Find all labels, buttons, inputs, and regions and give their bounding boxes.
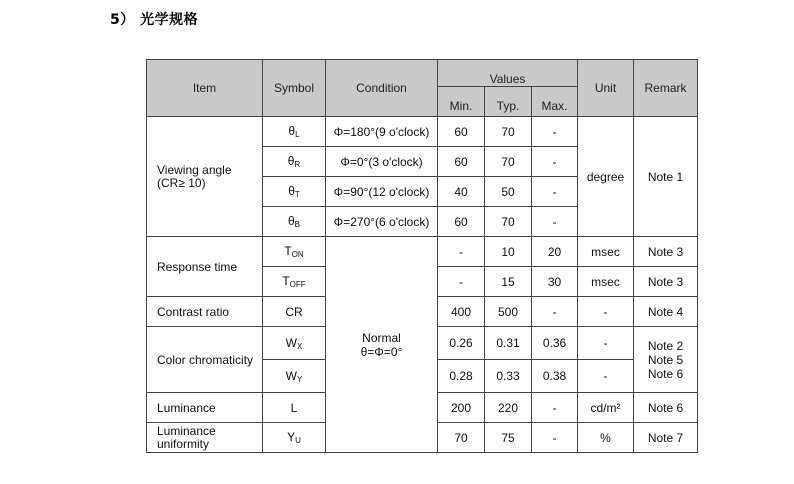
min-cell: 0.26 xyxy=(438,327,485,360)
condition-cell: Φ=90°(12 o'clock) xyxy=(326,177,438,207)
min-cell: 60 xyxy=(438,117,485,147)
header-max: Max. xyxy=(532,87,578,117)
header-symbol: Symbol xyxy=(263,60,326,117)
max-cell: - xyxy=(532,297,578,327)
item-color-chromaticity: Color chromaticity xyxy=(147,327,263,393)
min-cell: 40 xyxy=(438,177,485,207)
condition-cell: Φ=180°(9 o'clock) xyxy=(326,117,438,147)
min-cell: 70 xyxy=(438,423,485,453)
item-luminance: Luminance xyxy=(147,393,263,423)
typ-cell: 500 xyxy=(485,297,532,327)
symbol-theta-r: $\theta_R$ xyxy=(263,147,326,177)
unit-cell: - xyxy=(578,360,634,393)
remark-cell: Note 1 xyxy=(634,117,698,237)
symbol-cr: CR xyxy=(263,297,326,327)
max-cell: 20 xyxy=(532,237,578,267)
unit-cell: msec xyxy=(578,237,634,267)
header-item: Item xyxy=(147,60,263,117)
unit-cell: cd/m² xyxy=(578,393,634,423)
section-title: 5） 光学规格 xyxy=(110,12,199,28)
item-viewing-angle: Viewing angle (CR≥ 10) xyxy=(147,117,263,237)
symbol-t-off: $T_{OFF}$ xyxy=(263,267,326,297)
symbol-theta-l: $\theta_L$ xyxy=(263,117,326,147)
condition-cell: Φ=0°(3 o'clock) xyxy=(326,147,438,177)
header-unit: Unit xyxy=(578,60,634,117)
remark-cell: Note 7 xyxy=(634,423,698,453)
optical-spec-table xyxy=(146,59,698,453)
typ-cell: 70 xyxy=(485,207,532,237)
symbol-wx: $W_X$ xyxy=(263,327,326,360)
typ-cell: 0.31 xyxy=(485,327,532,360)
min-cell: 60 xyxy=(438,207,485,237)
typ-cell: 10 xyxy=(485,237,532,267)
unit-cell: degree xyxy=(578,117,634,237)
typ-cell: 70 xyxy=(485,117,532,147)
remark-cell: Note 3 xyxy=(634,267,698,297)
typ-cell: 0.33 xyxy=(485,360,532,393)
symbol-t-on: $T_{ON}$ xyxy=(263,237,326,267)
unit-cell: % xyxy=(578,423,634,453)
min-cell: 200 xyxy=(438,393,485,423)
max-cell: 30 xyxy=(532,267,578,297)
max-cell: 0.36 xyxy=(532,327,578,360)
condition-normal: Normal θ=Φ=0° xyxy=(326,237,438,453)
item-contrast-ratio: Contrast ratio xyxy=(147,297,263,327)
max-cell: - xyxy=(532,177,578,207)
item-response-time: Response time xyxy=(147,237,263,297)
table-row xyxy=(147,117,698,147)
typ-cell: 50 xyxy=(485,177,532,207)
header-values: Values xyxy=(438,60,578,87)
condition-cell: Φ=270°(6 o'clock) xyxy=(326,207,438,237)
unit-cell: - xyxy=(578,297,634,327)
unit-cell: - xyxy=(578,327,634,360)
max-cell: - xyxy=(532,207,578,237)
header-min: Min. xyxy=(438,87,485,117)
max-cell: - xyxy=(532,117,578,147)
max-cell: - xyxy=(532,147,578,177)
typ-cell: 70 xyxy=(485,147,532,177)
table-row xyxy=(147,237,698,267)
symbol-wy: $W_Y$ xyxy=(263,360,326,393)
max-cell: - xyxy=(532,423,578,453)
typ-cell: 15 xyxy=(485,267,532,297)
max-cell: 0.38 xyxy=(532,360,578,393)
min-cell: - xyxy=(438,237,485,267)
min-cell: 400 xyxy=(438,297,485,327)
unit-cell: msec xyxy=(578,267,634,297)
remark-cell: Note 6 xyxy=(634,393,698,423)
max-cell: - xyxy=(532,393,578,423)
symbol-l: L xyxy=(263,393,326,423)
min-cell: 0.28 xyxy=(438,360,485,393)
symbol-theta-t: $\theta_T$ xyxy=(263,177,326,207)
min-cell: 60 xyxy=(438,147,485,177)
remark-cell: Note 4 xyxy=(634,297,698,327)
header-typ: Typ. xyxy=(485,87,532,117)
typ-cell: 75 xyxy=(485,423,532,453)
symbol-theta-b: $\theta_B$ xyxy=(263,207,326,237)
header-remark: Remark xyxy=(634,60,698,117)
remark-cell: Note 2 Note 5 Note 6 xyxy=(634,327,698,393)
remark-cell: Note 3 xyxy=(634,237,698,267)
header-condition: Condition xyxy=(326,60,438,117)
typ-cell: 220 xyxy=(485,393,532,423)
item-luminance-uniformity: Luminance uniformity xyxy=(147,423,263,453)
min-cell: - xyxy=(438,267,485,297)
symbol-yu: $Y_U$ xyxy=(263,423,326,453)
